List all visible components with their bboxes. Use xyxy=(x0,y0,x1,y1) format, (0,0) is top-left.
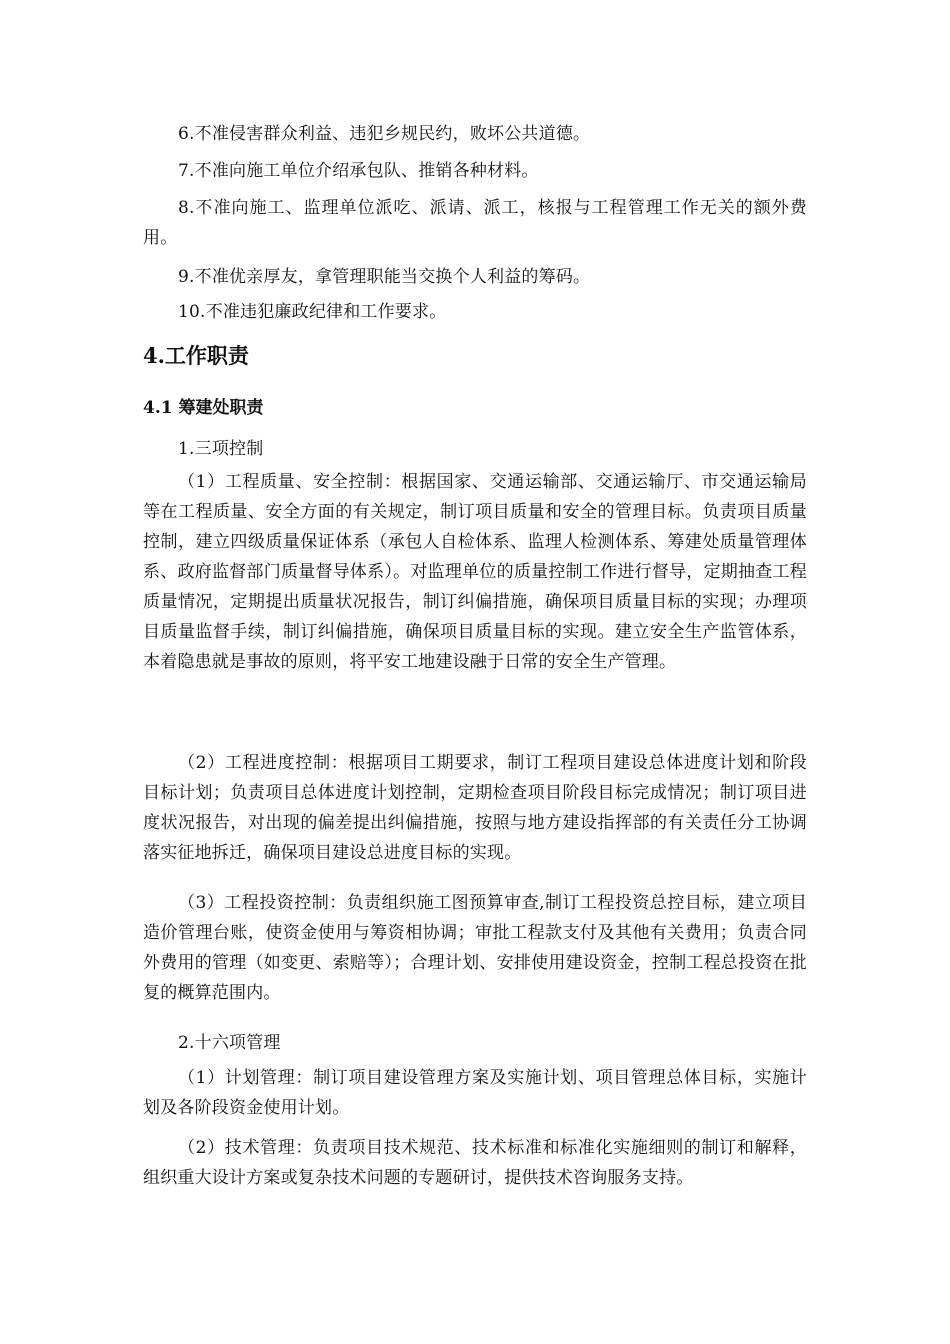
sixteen-management-heading: 2.十六项管理 xyxy=(178,1033,281,1053)
rule-item-7: 7.不准向施工单位介绍承包队、推销各种材料。 xyxy=(178,161,539,181)
plan-management-paragraph: （1）计划管理：制订项目建设管理方案及实施计划、项目管理总体目标，实施计划及各阶段资金使用计划。 xyxy=(143,1068,807,1118)
subsection-heading: 4.1 筹建处职责 xyxy=(143,398,264,418)
rule-item-8: 8.不准向施工、监理单位派吃、派请、派工，核报与工程管理工作无关的额外费用。 xyxy=(143,198,807,248)
rule-item-10: 10.不准违犯廉政纪律和工作要求。 xyxy=(178,302,447,322)
rule-item-6: 6.不准侵害群众利益、违犯乡规民约，败坏公共道德。 xyxy=(178,124,591,144)
three-controls-heading: 1.三项控制 xyxy=(178,439,264,459)
section-heading: 4.工作职责 xyxy=(143,343,249,368)
rule-item-9: 9.不准优亲厚友，拿管理职能当交换个人利益的筹码。 xyxy=(178,267,591,287)
schedule-control-paragraph: （2）工程进度控制：根据项目工期要求，制订工程项目建设总体进度计划和阶段目标计划；负责项目总体进度计划控制，定期检查项目阶段目标完成情况；制订项目进度状况报告，对出现的偏差提出纠偏措施，按照与地方建设指挥部的有关责任分工协调落实征地拆迁，确保项目建设总进度目标的实现。 xyxy=(143,753,807,863)
technical-management-paragraph: （2）技术管理：负责项目技术规范、技术标准和标准化实施细则的制订和解释，组织重大设计方案或复杂技术问题的专题研讨，提供技术咨询服务支持。 xyxy=(143,1138,807,1188)
quality-safety-control-paragraph: （1）工程质量、安全控制：根据国家、交通运输部、交通运输厅、市交通运输局等在工程质量、安全方面的有关规定，制订项目质量和安全的管理目标。负责项目质量控制，建立四级质量保证体系（承包人自检体系、监理人检测体系、筹建处质量管理体系、政府监督部门质量督导体系）。对监理单位的质量控制工作进行督导，定期抽查工程质量情况，定期提出质量状况报告，制订纠偏措施，确保项目质量目标的实现；办理项目质量监督手续，制订纠偏措施，确保项目质量目标的实现。建立安全生产监管体系，本着隐患就是事故的原则，将平安工地建设融于日常的安全生产管理。 xyxy=(143,472,807,672)
investment-control-paragraph: （3）工程投资控制：负责组织施工图预算审查,制订工程投资总控目标，建立项目造价管理台账，使资金使用与筹资相协调；审批工程款支付及其他有关费用；负责合同外费用的管理（如变更、索赔等）；合理计划、安排使用建设资金，控制工程总投资在批复的概算范围内。 xyxy=(143,893,807,1003)
